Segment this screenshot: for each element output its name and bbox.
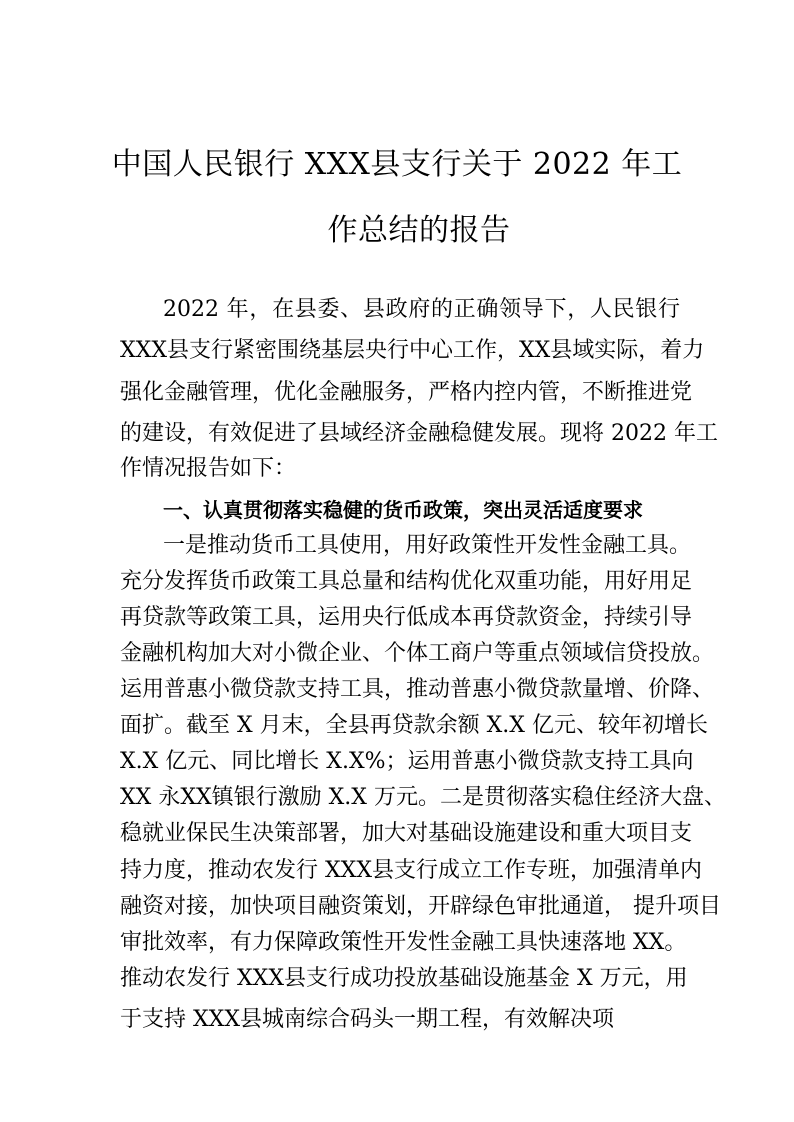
paragraph-line: 持力度，推动农发行 XXX县支行成立工作专班，加强清单内 (120, 858, 702, 883)
paragraph-line: 再贷款等政策工具，运用央行低成本再贷款资金，持续引导 (120, 605, 693, 630)
paragraph-line: 推动农发行 XXX县支行成功投放基础设施基金 X 万元，用 (120, 966, 688, 991)
paragraph-line: XXX县支行紧密围绕基层央行中心工作，XX县域实际，着力 (120, 338, 705, 363)
paragraph-line: 强化金融管理，优化金融服务，严格内控内管，不断推进党 (120, 380, 693, 405)
paragraph-line: 2022 年，在县委、县政府的正确领导下，人民银行 (163, 297, 680, 322)
paragraph-line: 融资对接，加快项目融资策划，开辟绿色审批通道， 提升项目 (120, 894, 721, 919)
document-title-line-1: 中国人民银行 XXX县支行关于 2022 年工 (111, 147, 683, 182)
paragraph-line: 的建设，有效促进了县域经济金融稳健发展。现将 2022 年工 (120, 421, 718, 446)
paragraph-line: 作情况报告如下： (120, 456, 297, 481)
paragraph-line: X.X 亿元、同比增长 X.X%；运用普惠小微贷款支持工具向 (120, 749, 694, 774)
paragraph-line: 金融机构加大对小微企业、个体工商户等重点领域信贷投放。 (120, 641, 715, 666)
paragraph-line: 面扩。截至 X 月末，全县再贷款余额 X.X 亿元、较年初增长 (120, 713, 708, 738)
paragraph-line: XX 永XX镇银行激励 X.X 万元。二是贯彻落实稳住经济大盘、 (120, 785, 726, 810)
paragraph-line: 稳就业保民生决策部署，加大对基础设施建设和重大项目支 (120, 821, 693, 846)
section-heading: 一、认真贯彻落实稳健的货币政策，突出灵活适度要求 (163, 498, 643, 522)
paragraph-line: 一是推动货币工具使用，用好政策性开发性金融工具。 (163, 533, 692, 558)
paragraph-line: 审批效率，有力保障政策性开发性金融工具快速落地 XX。 (120, 930, 687, 955)
paragraph-line: 于支持 XXX县城南综合码头一期工程，有效解决项 (120, 1007, 614, 1032)
document-title-line-2: 作总结的报告 (327, 213, 511, 248)
paragraph-line: 运用普惠小微贷款支持工具，推动普惠小微贷款量增、价降、 (120, 677, 715, 702)
paragraph-line: 充分发挥货币政策工具总量和结构优化双重功能，用好用足 (120, 569, 693, 594)
